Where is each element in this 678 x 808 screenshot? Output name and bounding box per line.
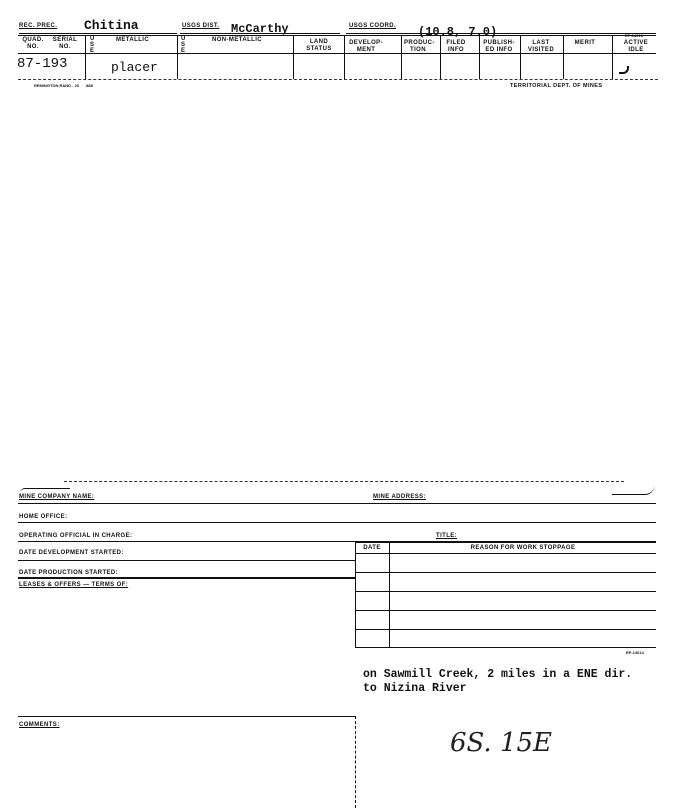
metallic-value: placer (111, 60, 158, 75)
non-metallic-header: NON-METALLIC (212, 37, 263, 43)
rule (18, 577, 355, 579)
reason-stoppage-header: REASON FOR WORK STOPPAGE (470, 545, 576, 551)
col-divider (85, 35, 86, 79)
development-header: DEVELOP-MENT (349, 40, 383, 53)
rec-prec-label: REC. PREC. (19, 23, 58, 29)
col-divider (479, 35, 480, 79)
col-divider (563, 35, 564, 79)
printer-label (34, 83, 93, 88)
metallic-header: METALLIC (116, 37, 150, 43)
col-divider (401, 35, 402, 79)
date-column-header: DATE (363, 545, 381, 551)
published-info-header: PUBLISH-ED INFO (483, 40, 515, 53)
location-note-line-1: on Sawmill Creek, 2 miles in a ENE dir. (363, 668, 633, 681)
date-development-started-label: DATE DEVELOPMENT STARTED: (19, 550, 124, 556)
date-production-started-label: DATE PRODUCTION STARTED: (19, 570, 119, 576)
col-divider (520, 35, 521, 79)
operating-official-label: OPERATING OFFICIAL IN CHARGE: (19, 533, 133, 539)
quad-serial-value: 87-193 (17, 56, 68, 72)
form-number: EP-14013 (625, 33, 643, 38)
usgs-coord-underline (346, 33, 656, 34)
stoppage-row-rule (355, 572, 656, 573)
usgs-coord-label: USGS COORD. (349, 23, 397, 29)
usgs-dist-underline (180, 33, 340, 34)
location-note-line-2: to Nizina River (363, 682, 467, 695)
use-header-2: U S E (181, 36, 186, 54)
handwritten-township-range: 6S. 15E (450, 728, 553, 758)
active-idle-mark (619, 66, 629, 74)
production-header: PRODUC-TION (404, 40, 435, 53)
col-divider (440, 35, 441, 79)
usgs-dist-value: McCarthy (231, 22, 289, 36)
filed-info-header: FILED INFO (446, 40, 466, 53)
quad-no-header: QUAD. NO. (22, 37, 44, 50)
stoppage-row-rule (355, 610, 656, 611)
pen-stroke-mark (20, 488, 70, 493)
row-bottom-rule (18, 79, 658, 80)
last-visited-header: LAST VISITED (527, 40, 555, 53)
stoppage-table-top-rule (355, 541, 656, 543)
stoppage-row-rule (355, 553, 656, 554)
usgs-dist-label: USGS DIST. (182, 23, 220, 29)
col-divider (177, 35, 178, 79)
rule (18, 560, 355, 561)
leases-offers-label: LEASES & OFFERS — TERMS OF: (19, 582, 129, 588)
mine-company-name-label: MINE COMPANY NAME: (19, 494, 95, 500)
stoppage-table-left-border (355, 541, 356, 648)
printer-name: REMINGTON RAND - 20 (34, 83, 80, 88)
active-idle-header: ACTIVE IDLE (623, 40, 649, 53)
home-office-label: HOME OFFICE: (19, 514, 68, 520)
lower-form-top-rule (64, 481, 624, 482)
stoppage-table-date-divider (389, 541, 390, 648)
comments-label: COMMENTS: (19, 722, 60, 728)
serial-no-header: SERIAL NO. (52, 37, 78, 50)
rule (18, 522, 656, 523)
column-header-top-rule (18, 35, 656, 36)
printer-code: 888 (86, 83, 93, 88)
form-number-2: EP-14014 (626, 650, 644, 655)
usgs-coord-value: (10.8, 7.0) (418, 25, 498, 39)
agency-label: TERRITORIAL DEPT. OF MINES (510, 83, 603, 89)
use-header-1: U S E (90, 36, 95, 54)
merit-header: MERIT (574, 40, 596, 46)
column-header-bottom-rule (18, 53, 656, 54)
land-status-header: LAND STATUS (306, 39, 332, 52)
rule (18, 503, 656, 504)
comments-top-rule (18, 716, 355, 717)
rec-prec-value: Chitina (84, 18, 139, 33)
pen-stroke-mark (612, 486, 654, 495)
title-label: TITLE: (436, 533, 458, 539)
stoppage-row-rule (355, 591, 656, 592)
stoppage-row-rule (355, 647, 656, 648)
col-divider (344, 35, 345, 79)
stoppage-row-rule (355, 629, 656, 630)
col-divider (612, 35, 613, 79)
col-divider (293, 35, 294, 79)
rec-prec-underline (19, 33, 177, 34)
comments-right-border (355, 716, 356, 808)
mine-address-label: MINE ADDRESS: (373, 494, 426, 500)
